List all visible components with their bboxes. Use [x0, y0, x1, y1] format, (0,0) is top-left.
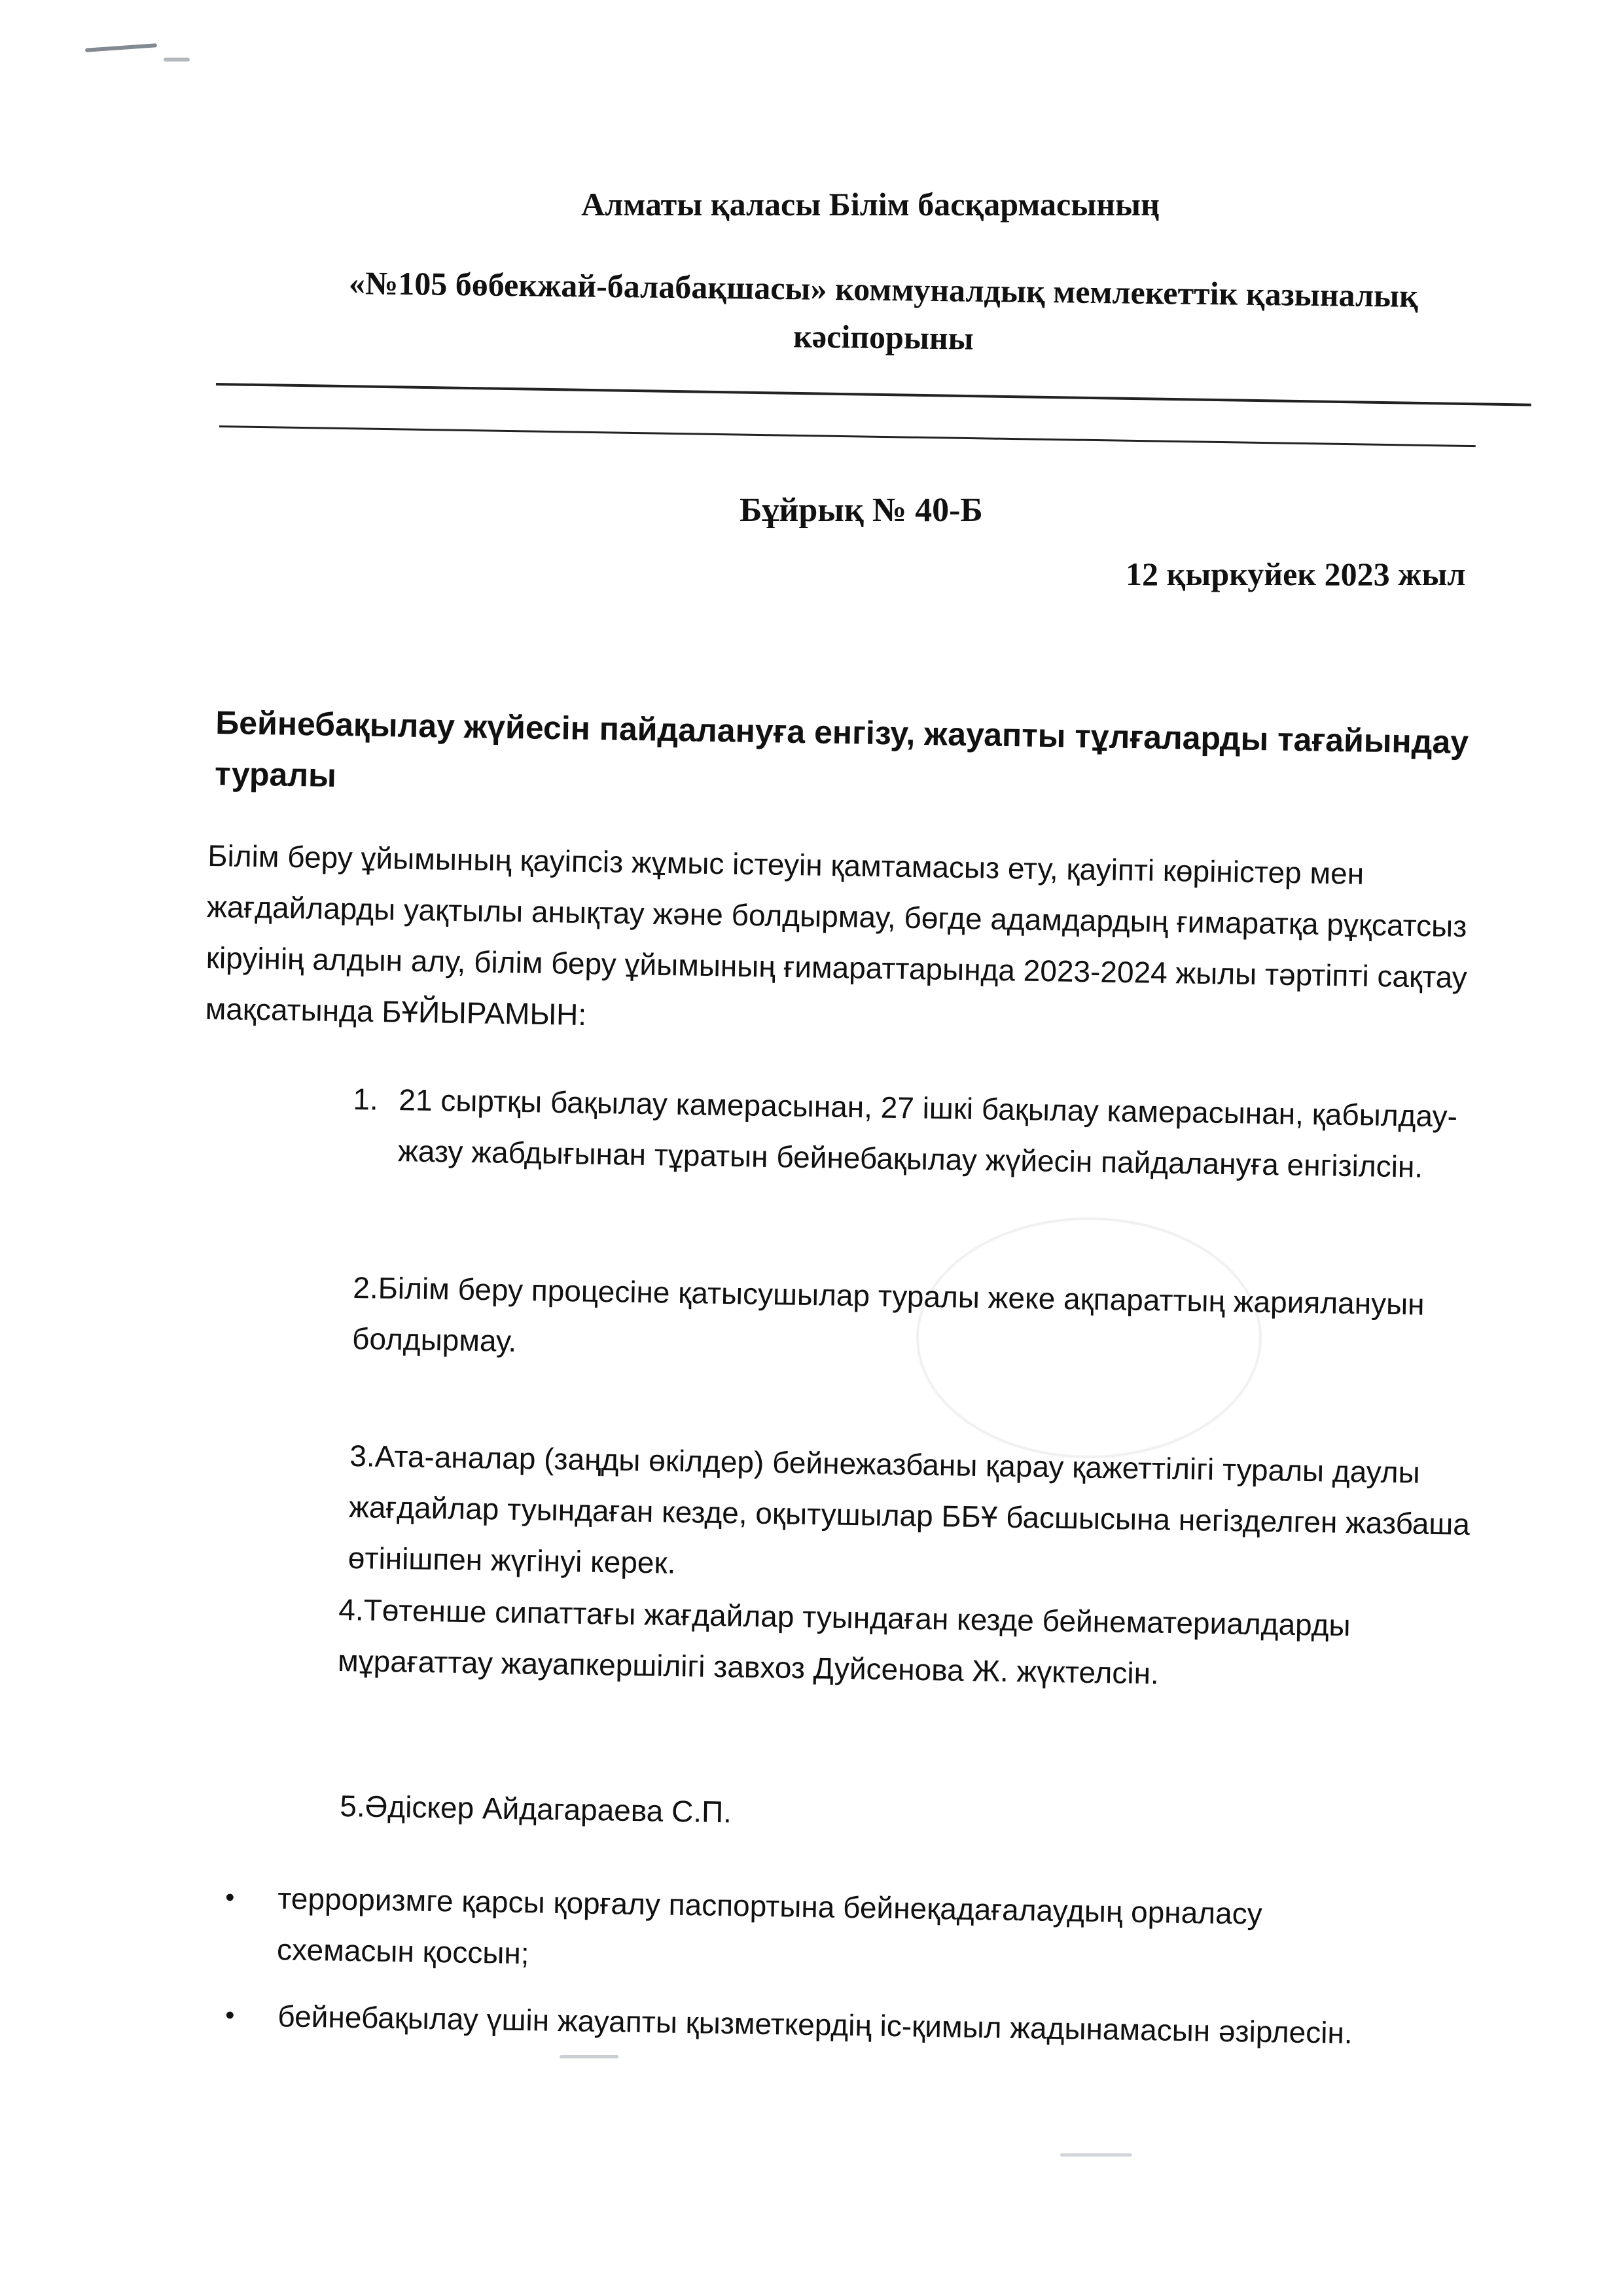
scan-speck-bottom-2: [1060, 2153, 1132, 2157]
order-item-4: 4.Төтенше сипаттағы жағдайлар туындаған кезде бейнематериалдарды мұрағаттау жауапкершілігі завхоз Дуйсенова Ж. жүктелсін.: [337, 1592, 1351, 1691]
order-item-2: 2.Білім беру процесіне қатысушылар туралы жеке ақпараттың жариялануын болдырмау.: [351, 1270, 1425, 1358]
item-1-text: 21 сыртқы бақылау камерасынан, 27 ішкі бақылау камерасынан, қабылдау-жазу жабдығынан тұратын бейнебақылау жүйесін пайдалануға енгізілсін.: [397, 1083, 1458, 1184]
item-1-number: 1.: [352, 1081, 379, 1117]
bullet-item-2: [225, 1990, 1404, 2059]
order-number: Бұйрық № 40-Б: [740, 492, 983, 529]
scan-mark-top-left: [85, 43, 157, 52]
header-rule-top: [216, 383, 1531, 406]
order-item-3: 3.Ата-аналар (заңды өкілдер) бейнежазбаны қарау қажеттілігі туралы даулы жағдайлар туындаған кезде, оқытушылар ББҰ басшысына негізделген жазбаша өтінішпен жүгінуі керек.: [348, 1438, 1471, 1580]
scan-mark-top-left-2: [164, 58, 190, 62]
order-date: 12 қыркуйек 2023 жыл: [1126, 556, 1466, 592]
bullet-item-1: [224, 1872, 1404, 1992]
order-item-5: 5.Әдіскер Айдагараева С.П.: [339, 1788, 732, 1829]
org-line-1: Алматы қаласы Білім басқармасының: [581, 186, 1160, 223]
scan-speck-bottom-1: [560, 2055, 618, 2058]
bullet-1-text: терроризмге қарсы қорғалу паспортына бейнеқадағалаудың орналасу схемасын қоссын;: [276, 1881, 1263, 1971]
org-line-3: кәсіпорыны: [793, 317, 974, 357]
org-line-2: «№105 бөбекжай-балабақшасы» коммуналдық мемлекеттік қазыналық: [348, 264, 1419, 314]
order-item-1: [352, 1073, 1492, 1193]
order-subject: Бейнебақылау жүйесін пайдалануға енгізу, жауапты тұлғаларды тағайындау туралы: [214, 704, 1469, 794]
header-rule-bottom: [219, 425, 1476, 447]
bullet-dot-icon: •: [225, 1882, 235, 1912]
intro-paragraph: Білім беру ұйымының қауіпсіз жұмыс істеуін қамтамасыз ету, қауіпті көріністер мен жағдайларды уақтылы анықтау және болдырмау, бөгде адамдардың ғимаратқа рұқсатсыз кіруінің алдын алу, білім беру ұйымының ғимараттарында 2023-2024 жылы тәртіпті сақтау мақсатында БҰЙЫРАМЫН:: [205, 838, 1468, 1032]
bullet-dot-icon: •: [225, 2000, 235, 2030]
bullet-2-text: бейнебақылау үшін жауапты қызметкердің іс-қимыл жадынамасын әзірлесін.: [277, 1999, 1353, 2051]
